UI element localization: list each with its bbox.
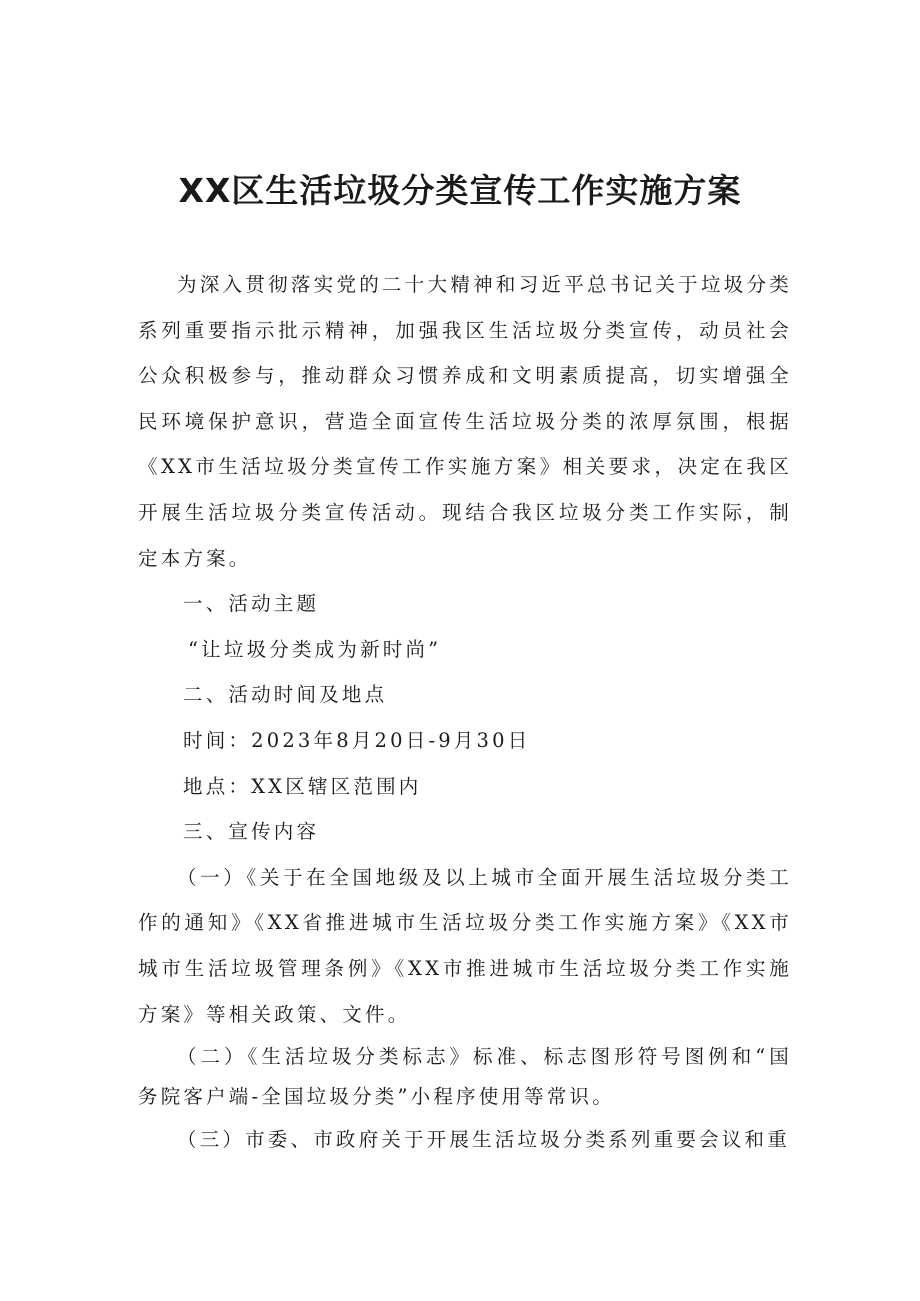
section-2-heading: 二、活动时间及地点 — [183, 683, 388, 707]
section-3-heading: 三、宣传内容 — [183, 820, 320, 844]
document-title: XX区生活垃圾分类宣传工作实施方案 — [178, 171, 742, 210]
section-1-heading: 一、活动主题 — [183, 592, 320, 616]
intro-paragraph: 为深入贯彻落实党的二十大精神和习近平总书记关于垃圾分类系列重要指示批示精神，加强我区生活垃圾分类宣传，动员社会公众积极参与，推动群众习惯养成和文明素质提高，切实增强全民环境保护意识，营造全面宣传生活垃圾分类的浓厚氛围，根据《XX市生活垃圾分类宣传工作实施方案》相关要求，决定在我区开展生活垃圾分类宣传活动。现结合我区垃圾分类工作实际，制定本方案。 — [138, 273, 792, 570]
document-body — [138, 262, 792, 1163]
activity-theme: “让垃圾分类成为新时尚” — [188, 637, 442, 661]
activity-place: 地点：XX区辖区范围内 — [183, 774, 422, 798]
content-item-3: （三）市委、市政府关于开展生活垃圾分类系列重要会议和重 — [177, 1128, 790, 1152]
content-item-2: （二）《生活垃圾分类标志》标准、标志图形符号图例和“国务院客户端-全国垃圾分类”小程序使用等常识。 — [138, 1045, 792, 1109]
content-item-1: （一）《关于在全国地级及以上城市全面开展生活垃圾分类工作的通知》《XX省推进城市生活垃圾分类工作实施方案》《XX市城市生活垃圾管理条例》《XX市推进城市生活垃圾分类工作实施方案》等相关政策、文件。 — [138, 865, 792, 1026]
activity-time: 时间：2023年8月20日-9月30日 — [183, 728, 531, 752]
